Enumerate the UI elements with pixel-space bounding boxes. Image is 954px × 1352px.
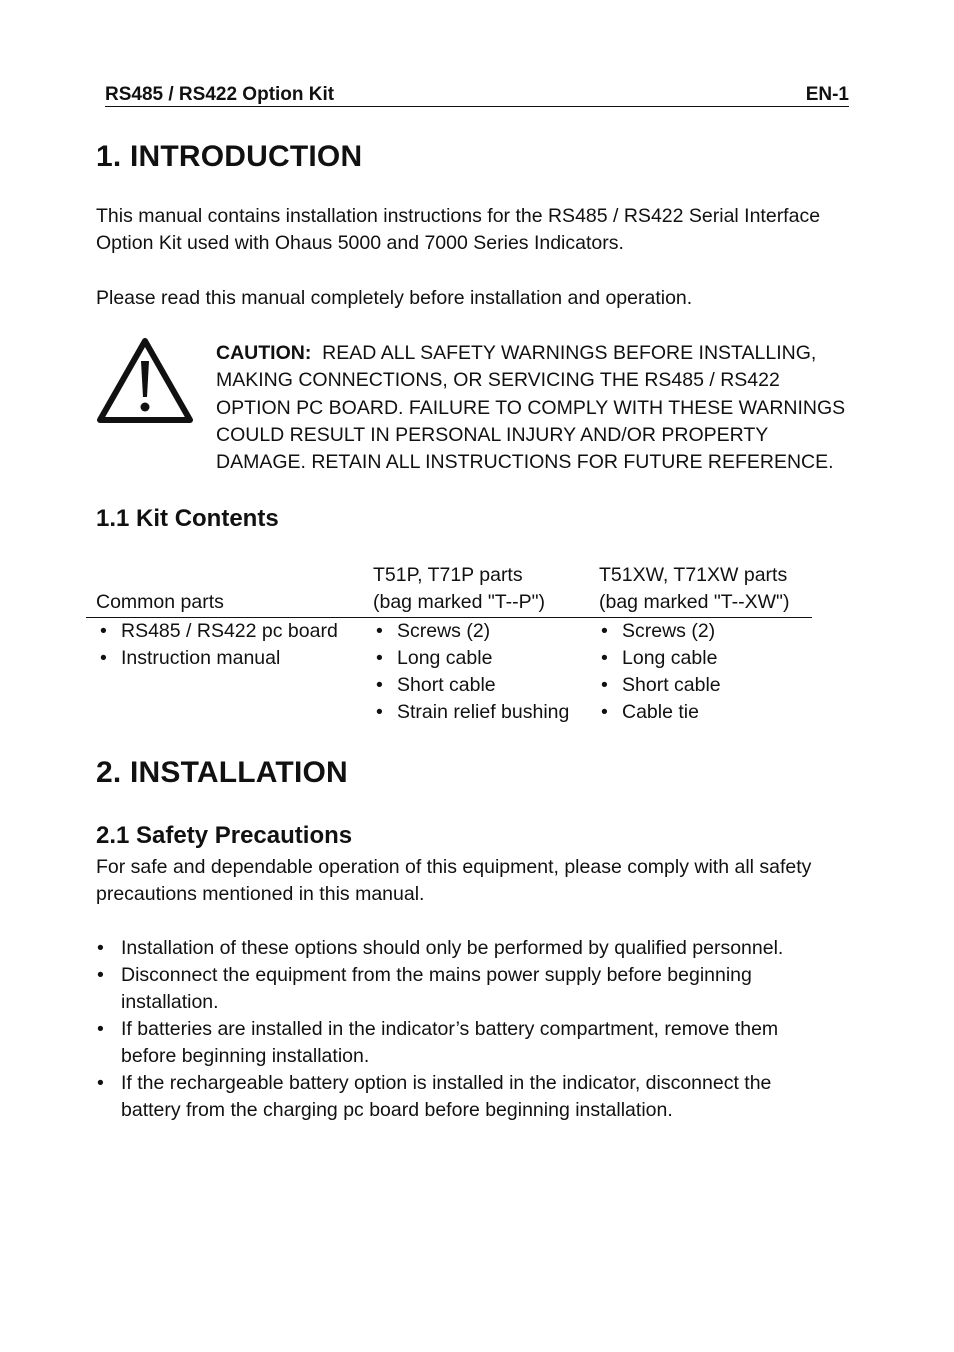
column-header-line: T51P, T71P parts (373, 564, 523, 586)
page-number: EN-1 (805, 84, 849, 105)
warning-triangle-icon (96, 337, 194, 425)
list-item: • Long cable (372, 645, 569, 672)
intro-paragraph: This manual contains installation instructions for the RS485 / RS422 Serial Interface Option Kit used with Ohaus 5000 and 7000 Series Indicators. (96, 205, 821, 254)
subsection-heading-safety: 2.1 Safety Precautions (96, 822, 353, 849)
list-item: • RS485 / RS422 pc board (96, 618, 338, 645)
list-item: • Installation of these options should only be performed by qualified personnel. (96, 935, 836, 962)
safety-intro-paragraph: For safe and dependable operation of this equipment, please comply with all safety precautions mentioned in this manual. (96, 856, 812, 905)
list-item: • If the rechargeable battery option is installed in the indicator, disconnect the battery from the charging pc board before beginning installation. (96, 1070, 836, 1124)
list-item: • Long cable (597, 645, 721, 672)
list-item: • Strain relief bushing (372, 699, 569, 726)
list-item: • Cable tie (597, 699, 721, 726)
safety-precautions-list (96, 935, 836, 1124)
list-item: • Disconnect the equipment from the mains power supply before beginning installation. (96, 962, 836, 1016)
kit-column-t51xw (599, 562, 789, 616)
kit-list-t51p (372, 618, 569, 726)
list-item: • Screws (2) (372, 618, 569, 645)
read-manual-paragraph: Please read this manual completely before installation and operation. (96, 287, 693, 309)
column-header-line: (bag marked "T--XW") (599, 591, 790, 613)
page-header (105, 84, 849, 107)
list-item: • If batteries are installed in the indicator’s battery compartment, remove them before beginning installation. (96, 1016, 836, 1070)
section-heading-installation: 2. INSTALLATION (96, 756, 348, 789)
kit-list-t51xw (597, 618, 721, 726)
list-item: • Short cable (597, 672, 721, 699)
caution-label: CAUTION: (216, 342, 312, 364)
kit-list-common (96, 618, 338, 672)
list-item: • Instruction manual (96, 645, 338, 672)
column-header-line: (bag marked "T--P") (373, 591, 546, 613)
column-header-line: Common parts (96, 591, 224, 613)
list-item: • Screws (2) (597, 618, 721, 645)
caution-body: READ ALL SAFETY WARNINGS BEFORE INSTALLING, MAKING CONNECTIONS, OR SERVICING THE RS485 / RS422 OPTION PC BOARD. FAILURE TO COMPLY WITH THESE WARNINGS COULD RESULT IN PERSONAL INJURY AND/OR PROPERTY DAMAGE. RETAIN ALL INSTRUCTIONS FOR FUTURE REFERENCE. (216, 342, 846, 474)
caution-notice (216, 340, 856, 476)
column-header-line (96, 562, 224, 589)
section-heading-introduction: 1. INTRODUCTION (96, 140, 363, 173)
header-title: RS485 / RS422 Option Kit (105, 84, 335, 105)
subsection-heading-kit-contents: 1.1 Kit Contents (96, 505, 279, 532)
list-item: • Short cable (372, 672, 569, 699)
kit-column-common (96, 562, 224, 616)
kit-column-t51p (373, 562, 545, 616)
column-header-line: T51XW, T71XW parts (599, 564, 788, 586)
